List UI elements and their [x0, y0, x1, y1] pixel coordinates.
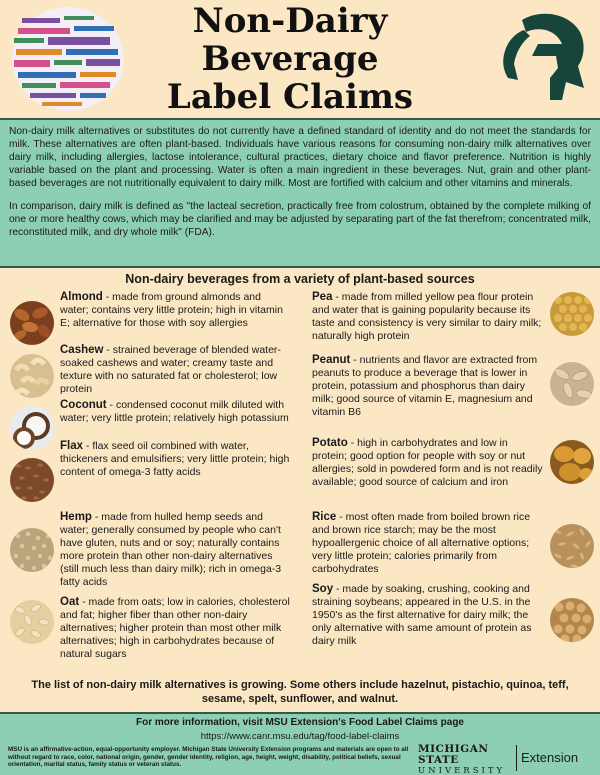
intro-paragraph-2: In comparison, dairy milk is defined as "the lacteal secretion, practically free from colostrum, obtained by the complete milking of one or more healthy cows, which may be clarified and may be adjusted by separating part of the fat therefrom; concentrated milk, reconstituted milk, and dry whole milk" (FDA).: [9, 201, 591, 238]
title-line-2: Beverage: [201, 39, 379, 79]
item-description: - flax seed oil combined with water, thickeners and emulsifiers; very little protein; high content of omega-3 fatty acids: [60, 440, 290, 478]
item-name: Peanut: [312, 354, 351, 366]
item-description: - high in carbohydrates and low in protein; good option for people with soy or nut allergies; sold in powdered form and is not readily available; good source of calcium and iron: [312, 437, 543, 488]
item-name: Rice: [312, 511, 337, 523]
item-description: - made from milled yellow pea flour protein and water that is gaining popularity because its taste and consistency is very similar to dairy milk; naturally high protein: [312, 291, 542, 342]
soy-image: [550, 598, 594, 642]
item-soy: [312, 583, 544, 648]
section-title: Non-dairy beverages from a variety of plant-based sources: [125, 272, 475, 286]
item-description: - made from oats; low in calories, cholesterol and fat; higher fiber than other non-dairy alternatives; higher protein than most other milk alternatives; high in carbohydrates because of natural sugars: [60, 596, 290, 660]
item-description: - made by soaking, crushing, cooking and straining soybeans; appeared in the U.S. in the 1950's as the first alternative for dairy milk; the only alternative with same amount of protein as dairy milk: [312, 583, 532, 647]
flax-image: [10, 458, 54, 502]
disclaimer-text: MSU is an affirmative-action, equal-opportunity employer. Michigan State University Extension programs and materials are open to all without regard to race, color, national origin, gender, gender identity, religion, age, height, weight, disability, political beliefs, sexual orientation, marital status, family status or veteran status.: [8, 746, 409, 769]
item-description: - condensed coconut milk diluted with water; very little protein; relatively high potassium: [60, 399, 289, 424]
item-name: Oat: [60, 596, 80, 608]
item-potato: [312, 437, 544, 489]
pea-image: [550, 292, 594, 336]
item-description: - made from ground almonds and water; contains very little protein; high in vitamin E; alternative for those with soy allergies: [60, 291, 283, 329]
item-rice: [312, 511, 544, 576]
word-cloud-image: [8, 4, 128, 114]
item-description: - most often made from boiled brown rice and brown rice starch; may be the most hypoallergenic choice of all alternative options; very little protein; calories primarily from carbohydrates: [312, 511, 531, 575]
item-description: - nutrients and flavor are extracted from peanuts to produce a beverage that is lower in protein, potassium and phosphorus than dairy milk; good source of vitamin E, magnesium and vitamin B6: [312, 354, 538, 418]
coconut-image: [10, 406, 54, 450]
item-name: Flax: [60, 440, 84, 452]
cashew-image: [10, 354, 54, 398]
logo-divider: [516, 745, 517, 771]
page-title: [130, 2, 450, 116]
item-hemp: [60, 511, 290, 588]
item-almond: [60, 291, 290, 330]
msu-logo-line-1: MICHIGAN STATE: [418, 743, 489, 766]
item-cashew: [60, 344, 290, 396]
food-label-claims-link[interactable]: https://www.canr.msu.edu/tag/food-label-claims: [200, 731, 400, 742]
more-info-text: For more information, visit MSU Extension's Food Label Claims page: [136, 717, 464, 728]
item-name: Almond: [60, 291, 103, 303]
item-coconut: [60, 399, 290, 425]
item-peanut: [312, 354, 544, 419]
item-name: Coconut: [60, 399, 107, 411]
item-description: - made from hulled hemp seeds and water; generally consumed by people who can't have gluten, nuts and or soy; naturally contains more protein than other non-dairy alternatives (still much less than dairy milk); rich in omega-3 fatty acids: [60, 511, 282, 588]
growing-note: The list of non-dairy milk alternatives is growing. Some others include hazelnut, pistachio, quinoa, teff, sesame, spelt, sunflower, and walnut.: [31, 679, 569, 705]
header: [0, 0, 600, 118]
peanut-image: [550, 362, 594, 406]
msu-logo: [418, 744, 514, 775]
spartan-helmet-icon: [492, 8, 592, 108]
extension-logo-text: Extension: [521, 750, 579, 765]
almond-image: [10, 301, 54, 345]
item-name: Pea: [312, 291, 333, 303]
oat-image: [10, 600, 54, 644]
item-name: Soy: [312, 583, 334, 595]
item-pea: [312, 291, 544, 343]
item-name: Cashew: [60, 344, 104, 356]
title-line-3: Label Claims: [166, 77, 414, 117]
intro-section: [0, 118, 600, 268]
msu-logo-line-2: UNIVERSITY: [418, 766, 506, 775]
item-name: Potato: [312, 437, 348, 449]
item-description: - strained beverage of blended water-soaked cashews and water; creamy taste and texture with no saturated fat or cholesterol; low protein: [60, 344, 281, 395]
hemp-image: [10, 528, 54, 572]
item-flax: [60, 440, 290, 479]
rice-image: [550, 524, 594, 568]
potato-image: [550, 440, 594, 484]
title-line-1: Non-Dairy: [192, 1, 388, 41]
intro-paragraph-1: Non-dairy milk alternatives or substitutes do not currently have a defined standard of identity and do not meet the standards for milk. These alternatives are often plant-based. Individuals have various reasons for consuming non-dairy milk alternatives over dairy milk, including allergies, lactose intolerance, cultural practices, dietary choice and flavor preference. Nutrition is highly variable based on the plant and processing. Water is often a main ingredient in these beverages. Nut, grain and other plant-based beverages are not nutritionally equivalent to dairy milk. Most are fortified with calcium and other vitamins and minerals.: [9, 126, 591, 189]
item-name: Hemp: [60, 511, 92, 523]
item-oat: [60, 596, 290, 661]
footer: [0, 712, 600, 775]
